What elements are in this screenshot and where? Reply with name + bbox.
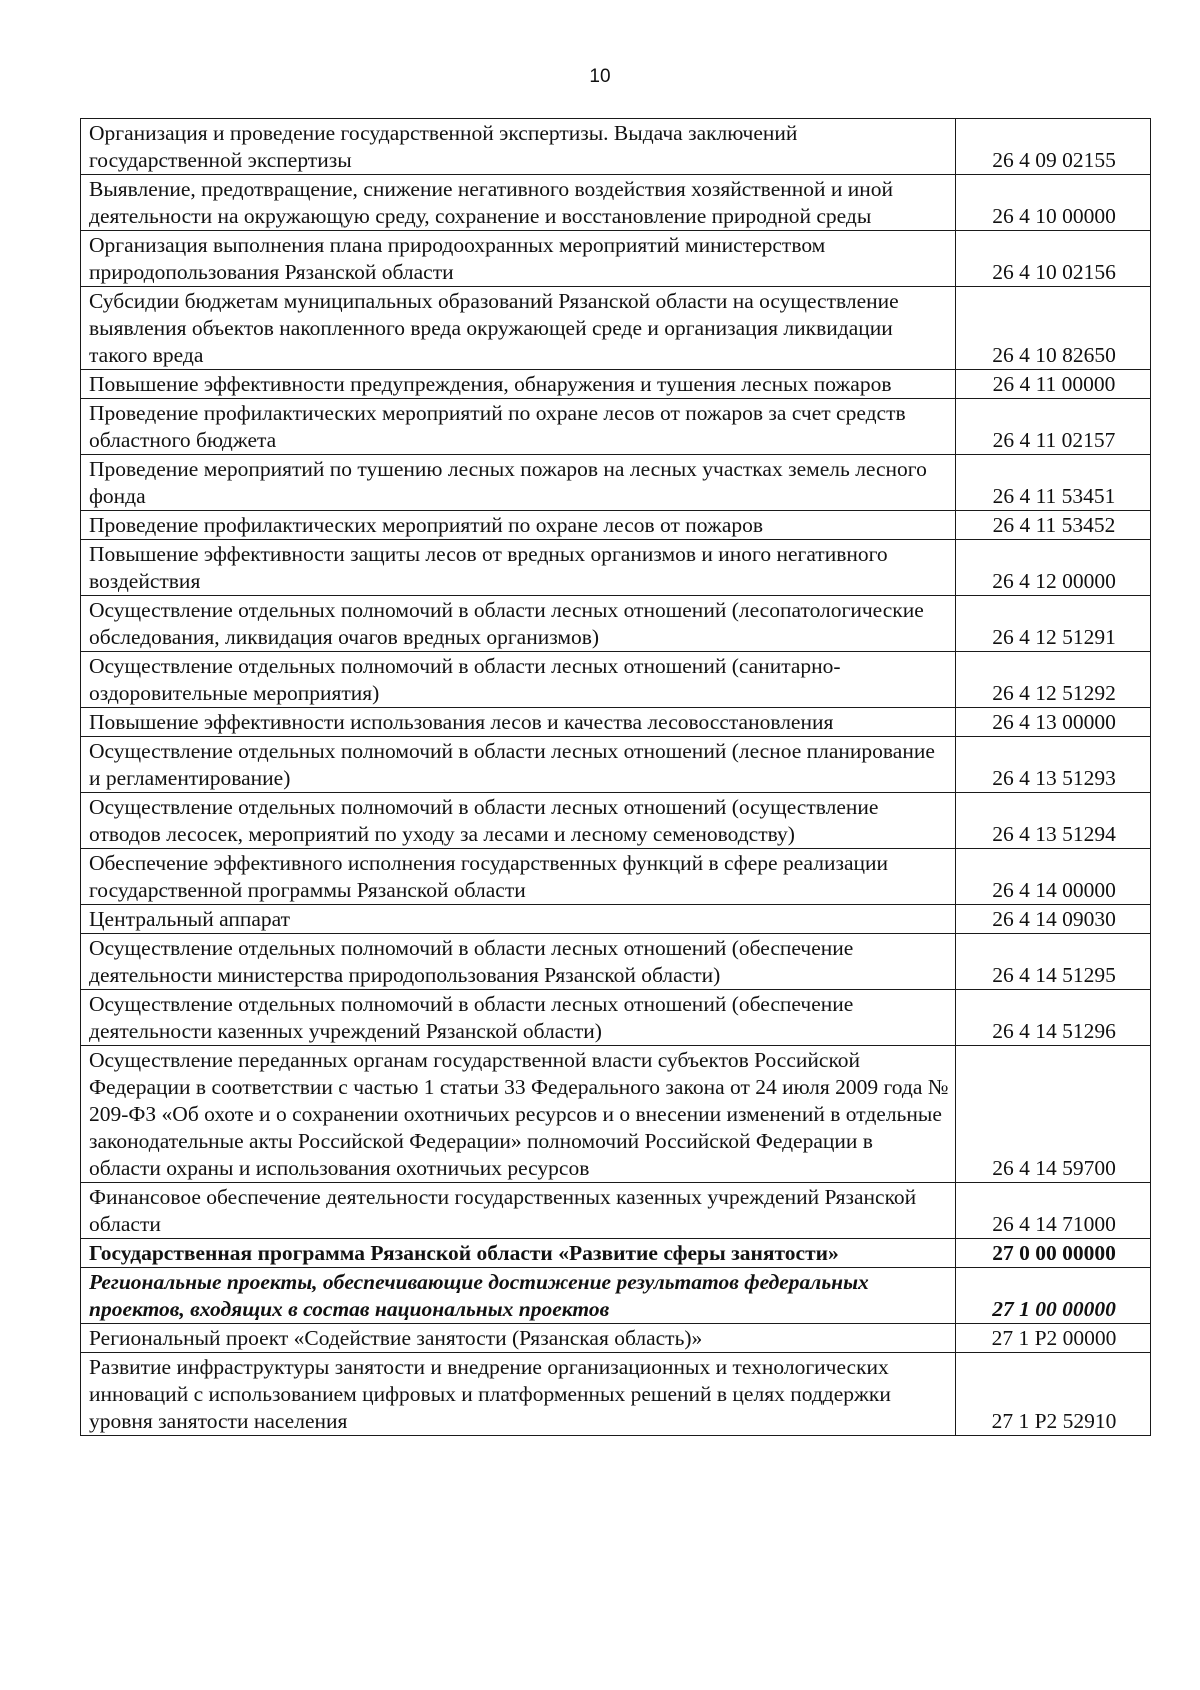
table-row [81, 231, 1151, 287]
row-description: Организация и проведение государственной экспертизы. Выдача заключений государственной экспертизы [81, 119, 956, 175]
row-description: Осуществление отдельных полномочий в области лесных отношений (осуществление отводов лесосек, мероприятий по уходу за лесами и лесному семеноводству) [81, 793, 956, 849]
table-row [81, 652, 1151, 708]
row-description: Выявление, предотвращение, снижение негативного воздействия хозяйственной и иной деятельности на окружающую среду, сохранение и восстановление природной среды [81, 175, 956, 231]
row-description: Проведение профилактических мероприятий по охране лесов от пожаров [81, 511, 956, 540]
table-row [81, 708, 1151, 737]
table-row [81, 596, 1151, 652]
row-description: Развитие инфраструктуры занятости и внедрение организационных и технологических инноваций с использованием цифровых и платформенных решений в целях поддержки уровня занятости населения [81, 1353, 956, 1436]
table-row [81, 1183, 1151, 1239]
row-description: Осуществление переданных органам государственной власти субъектов Российской Федерации в соответствии с частью 1 статьи 33 Федерального закона от 24 июля 2009 года № 209-ФЗ «Об охоте и о сохранении охотничьих ресурсов и о внесении изменений в отдельные законодательные акты Российской Федерации» полномочий Российской Федерации в области охраны и использования охотничьих ресурсов [81, 1046, 956, 1183]
row-code: 26 4 10 82650 [956, 287, 1151, 370]
table-row [81, 990, 1151, 1046]
table-row [81, 455, 1151, 511]
row-description: Финансовое обеспечение деятельности государственных казенных учреждений Рязанской области [81, 1183, 956, 1239]
row-code: 26 4 10 00000 [956, 175, 1151, 231]
row-code: 26 4 14 59700 [956, 1046, 1151, 1183]
row-description: Повышение эффективности защиты лесов от вредных организмов и иного негативного воздействия [81, 540, 956, 596]
row-code: 26 4 12 00000 [956, 540, 1151, 596]
row-description: Центральный аппарат [81, 905, 956, 934]
row-description: Осуществление отдельных полномочий в области лесных отношений (обеспечение деятельности министерства природопользования Рязанской области) [81, 934, 956, 990]
row-description: Проведение профилактических мероприятий по охране лесов от пожаров за счет средств областного бюджета [81, 399, 956, 455]
row-code: 26 4 14 71000 [956, 1183, 1151, 1239]
program-header-row [81, 1239, 1151, 1268]
row-code: 26 4 11 00000 [956, 370, 1151, 399]
table-row [81, 793, 1151, 849]
regional-projects-title: Региональные проекты, обеспечивающие достижение результатов федеральных проектов, входящих в состав национальных проектов [81, 1268, 956, 1324]
table-row [81, 1046, 1151, 1183]
row-code: 26 4 11 02157 [956, 399, 1151, 455]
table-row [81, 737, 1151, 793]
row-code: 26 4 10 02156 [956, 231, 1151, 287]
row-description: Повышение эффективности предупреждения, обнаружения и тушения лесных пожаров [81, 370, 956, 399]
regional-projects-code: 27 1 00 00000 [956, 1268, 1151, 1324]
table-row [81, 540, 1151, 596]
row-code: 26 4 13 51294 [956, 793, 1151, 849]
row-code: 26 4 13 00000 [956, 708, 1151, 737]
program-code: 27 0 00 00000 [956, 1239, 1151, 1268]
row-code: 26 4 13 51293 [956, 737, 1151, 793]
row-code: 26 4 12 51292 [956, 652, 1151, 708]
table-row [81, 511, 1151, 540]
table-row [81, 175, 1151, 231]
row-description: Организация выполнения плана природоохранных мероприятий министерством природопользования Рязанской области [81, 231, 956, 287]
row-code: 26 4 14 51296 [956, 990, 1151, 1046]
table-row [81, 1324, 1151, 1353]
row-code: 26 4 11 53452 [956, 511, 1151, 540]
row-code: 26 4 14 09030 [956, 905, 1151, 934]
table-row [81, 1353, 1151, 1436]
regional-projects-row [81, 1268, 1151, 1324]
row-code: 27 1 P2 00000 [956, 1324, 1151, 1353]
row-description: Повышение эффективности использования лесов и качества лесовосстановления [81, 708, 956, 737]
row-description: Проведение мероприятий по тушению лесных пожаров на лесных участках земель лесного фонда [81, 455, 956, 511]
table-row [81, 370, 1151, 399]
row-code: 27 1 P2 52910 [956, 1353, 1151, 1436]
table-body [81, 119, 1151, 1436]
row-description: Региональный проект «Содействие занятости (Рязанская область)» [81, 1324, 956, 1353]
table-row [81, 119, 1151, 175]
row-description: Осуществление отдельных полномочий в области лесных отношений (лесопатологические обследования, ликвидация очагов вредных организмов) [81, 596, 956, 652]
row-description: Осуществление отдельных полномочий в области лесных отношений (лесное планирование и регламентирование) [81, 737, 956, 793]
table-row [81, 849, 1151, 905]
row-code: 26 4 09 02155 [956, 119, 1151, 175]
row-code: 26 4 14 51295 [956, 934, 1151, 990]
row-code: 26 4 12 51291 [956, 596, 1151, 652]
table-row [81, 934, 1151, 990]
row-description: Обеспечение эффективного исполнения государственных функций в сфере реализации государственной программы Рязанской области [81, 849, 956, 905]
program-title: Государственная программа Рязанской области «Развитие сферы занятости» [81, 1239, 956, 1268]
table-row [81, 399, 1151, 455]
page-number: 10 [589, 66, 611, 87]
row-description: Осуществление отдельных полномочий в области лесных отношений (санитарно-оздоровительные мероприятия) [81, 652, 956, 708]
row-code: 26 4 11 53451 [956, 455, 1151, 511]
table-row [81, 905, 1151, 934]
row-code: 26 4 14 00000 [956, 849, 1151, 905]
table-row [81, 287, 1151, 370]
row-description: Субсидии бюджетам муниципальных образований Рязанской области на осуществление выявления объектов накопленного вреда окружающей среде и организация ликвидации такого вреда [81, 287, 956, 370]
budget-classification-table [80, 118, 1151, 1436]
row-description: Осуществление отдельных полномочий в области лесных отношений (обеспечение деятельности казенных учреждений Рязанской области) [81, 990, 956, 1046]
